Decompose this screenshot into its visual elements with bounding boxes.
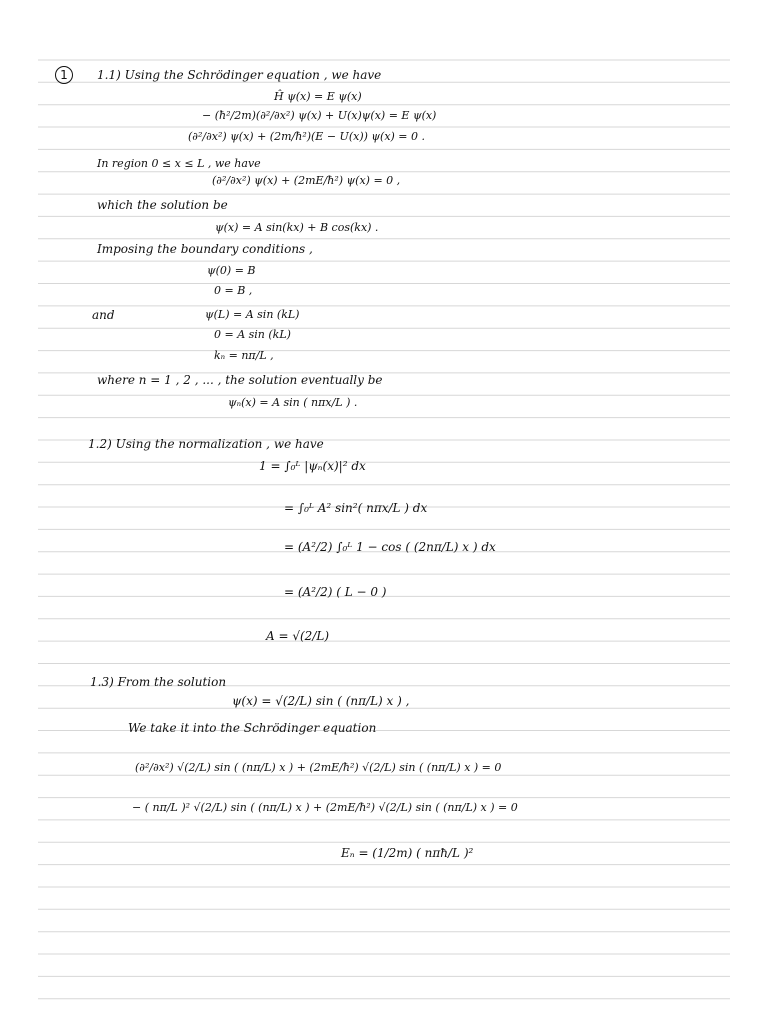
part1-eq3: (∂²/∂x²) ψ(x) + (2m/ħ²)(E − U(x)) ψ(x) = 0 .: [188, 130, 426, 143]
part3-substitution-1: (∂²/∂x²) √(2/L) sin ( (nπ/L) x ) + (2mE/ħ²) √(2/L) sin ( (nπ/L) x ) = 0: [135, 761, 502, 774]
part1-region: In region 0 ≤ x ≤ L , we have: [97, 157, 261, 170]
normalization-step-2: = ∫₀ᴸ A² sin²( nπx/L ) dx: [284, 501, 428, 515]
normalization-constant: A = √(2/L): [266, 629, 330, 643]
part1-eq2: − (ħ²/2m)(∂²/∂x²) ψ(x) + U(x)ψ(x) = E ψ(x): [202, 109, 437, 122]
boundary-condition-2: 0 = B ,: [214, 284, 253, 297]
part2-heading: 1.2) Using the normalization , we have: [88, 437, 324, 451]
part1-heading: 1.1) Using the Schrödinger equation , we have: [97, 68, 382, 82]
part1-eq4: (∂²/∂x²) ψ(x) + (2mE/ħ²) ψ(x) = 0 ,: [212, 174, 401, 187]
part3-take-into: We take it into the Schrödinger equation: [128, 721, 377, 735]
part1-eq5: ψ(x) = A sin(kx) + B cos(kx) .: [215, 221, 379, 234]
part3-substitution-2: − ( nπ/L )² √(2/L) sin ( (nπ/L) x ) + (2mE/ħ²) √(2/L) sin ( (nπ/L) x ) = 0: [132, 801, 518, 814]
normalization-step-1: 1 = ∫₀ᴸ |ψₙ(x)|² dx: [259, 459, 366, 473]
part1-where: where n = 1 , 2 , ... , the solution eventually be: [97, 373, 383, 387]
part1-imposing: Imposing the boundary conditions ,: [97, 242, 313, 256]
boundary-condition-3: ψ(L) = A sin (kL): [205, 308, 300, 321]
part1-and: and: [92, 308, 115, 322]
problem-number: 1: [55, 66, 73, 84]
part1-eq1: Ĥ ψ(x) = E ψ(x): [274, 90, 362, 103]
normalization-step-4: = (A²/2) ( L − 0 ): [284, 585, 387, 599]
part1-which: which the solution be: [97, 198, 228, 212]
energy-result: Eₙ = (1/2m) ( nπħ/L )²: [341, 846, 474, 860]
part1-eq6: ψₙ(x) = A sin ( nπx/L ) .: [228, 396, 358, 409]
part3-heading: 1.3) From the solution: [90, 675, 227, 689]
normalization-step-3: = (A²/2) ∫₀ᴸ 1 − cos ( (2nπ/L) x ) dx: [284, 540, 496, 554]
boundary-condition-1: ψ(0) = B: [207, 264, 256, 277]
boundary-condition-4: 0 = A sin (kL): [214, 328, 291, 341]
boundary-condition-5: kₙ = nπ/L ,: [214, 349, 274, 362]
part3-solution: ψ(x) = √(2/L) sin ( (nπ/L) x ) ,: [232, 694, 410, 708]
